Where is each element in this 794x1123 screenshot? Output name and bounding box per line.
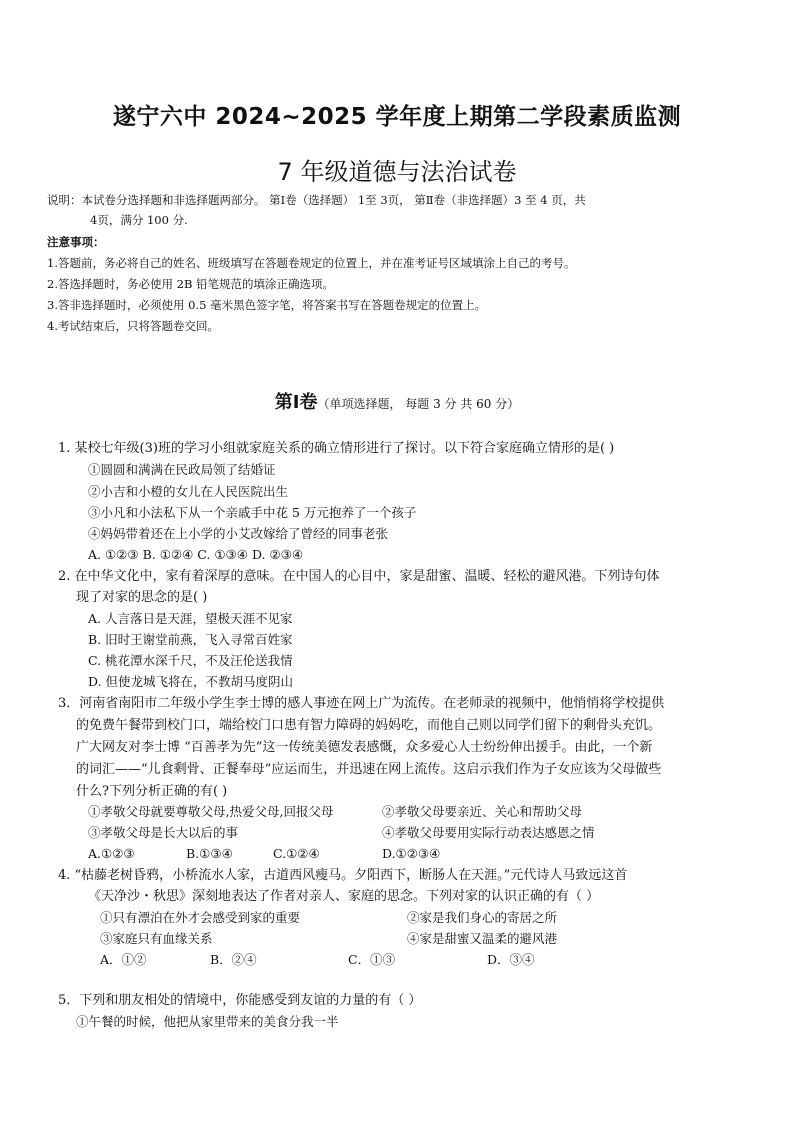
- q3-stem-line-3: 广大网友对李士博 “百善孝为先”这一传统美德发表感慨，众多爱心人士纷纷伸出援手。由此，一个新: [76, 740, 653, 755]
- q4-item-1: ①只有漂泊在外才会感受到家的重要: [100, 910, 301, 925]
- q4-option-c: C．①③: [348, 952, 396, 967]
- q3-item-1: ①孝敬父母就要尊敬父母,热爱父母,回报父母: [88, 804, 334, 819]
- q3-option-d: D.①②③④: [382, 846, 441, 861]
- q1-item-3: ③小凡和小法私下从一个亲戚手中花 5 万元抱养了一个孩子: [88, 505, 417, 520]
- exam-subtitle: 7 年级道德与法治试卷: [277, 158, 517, 186]
- q4-item-3: ③家庭只有血缘关系: [100, 931, 213, 946]
- q1-stem: 1. 某校七年级(3)班的学习小组就家庭关系的确立情形进行了探讨。以下符合家庭确立情形的是( ): [58, 441, 615, 456]
- note-2: 2.答选择题时，务必使用 2B 铅笔规范的填涂正确选项。: [47, 277, 335, 291]
- q4-stem-line-1: 4. “枯藤老树昏鸦，小桥流水人家，古道西风瘦马。夕阳西下，断肠人在天涯。”元代诗人马致远这首: [58, 868, 628, 883]
- q5-stem: 5．下列和朋友相处的情境中，你能感受到友谊的力量的有（ ）: [58, 993, 422, 1008]
- note-1: 1.答题前，务必将自己的姓名、班级填写在答题卷规定的位置上，并在准考证号区域填涂上自己的考号。: [47, 256, 576, 270]
- q2-stem-line-1: 2. 在中华文化中，家有着深厚的意味。在中国人的心目中，家是甜蜜、温暖、轻松的避风港。下列诗句体: [58, 569, 660, 584]
- notes-heading: 注意事项：: [47, 235, 105, 249]
- section-title: 第Ⅰ卷: [274, 392, 318, 413]
- q2-option-b: B. 旧时王谢堂前燕，飞入寻常百姓家: [88, 632, 293, 647]
- exam-title: 遂宁六中 2024~2025 学年度上期第二学段素质监测: [112, 104, 682, 130]
- q3-option-b: B.①③④: [186, 846, 233, 861]
- q3-stem-line-2: 的免费午餐带到校门口，端给校门口患有智力障碍的妈妈吃，而他自己则以同学们留下的剩骨头充饥。: [76, 718, 662, 733]
- q2-stem-line-2: 现了对家的思念的是( ): [76, 590, 208, 605]
- q3-stem-line-1: 3．河南省南阳市二年级小学生李士博的感人事迹在网上广为流传。在老师录的视频中，他悄悄将学校提供: [58, 696, 665, 711]
- q3-item-3: ③孝敬父母是长大以后的事: [88, 825, 239, 840]
- instructions-line-1: 说明：本试卷分选择题和非选择题两部分。 第Ⅰ卷（选择题） 1至 3页， 第Ⅱ卷（非选择题）3 至 4 页，共: [47, 193, 586, 207]
- q4-option-b: B．②④: [210, 952, 257, 967]
- q3-item-2: ②孝敬父母要亲近、关心和帮助父母: [382, 804, 583, 819]
- q5-item-1: ①午餐的时候，他把从家里带来的美食分我一半: [76, 1014, 339, 1029]
- q1-item-2: ②小吉和小橙的女儿在人民医院出生: [88, 484, 289, 499]
- q3-stem-line-5: 什么?下列分析正确的有( ): [76, 784, 228, 799]
- q1-options: A. ①②③ B. ①②④ C. ①③④ D. ②③④: [88, 547, 304, 562]
- q3-stem-line-4: 的词汇——“儿食剩骨、正餐奉母”应运而生，并迅速在网上流传。这启示我们作为子女应该为父母做些: [76, 762, 662, 777]
- q3-item-4: ④孝敬父母要用实际行动表达感恩之情: [382, 825, 595, 840]
- instructions-line-2: 4页，满分 100 分.: [90, 213, 188, 227]
- section-header: [0, 388, 794, 414]
- q3-option-c: C.①②④: [273, 846, 320, 861]
- q4-option-a: A．①②: [100, 952, 147, 967]
- q4-item-2: ②家是我们身心的寄居之所: [407, 910, 558, 925]
- q2-option-a: A. 人言落日是天涯，望极天涯不见家: [88, 611, 293, 626]
- q4-item-4: ④家是甜蜜又温柔的避风港: [407, 931, 558, 946]
- q4-option-d: D．③④: [487, 952, 535, 967]
- q4-stem-line-2: 《天净沙・秋思》深刻地表达了作者对亲人、家庭的思念。下列对家的认识正确的有（ ）: [88, 889, 600, 904]
- note-4: 4.考试结束后，只将答题卷交回。: [47, 319, 219, 333]
- q1-item-1: ①圆圆和满满在民政局领了结婚证: [88, 462, 276, 477]
- section-description: （单项选择题， 每题 3 分 共 60 分）: [317, 397, 520, 411]
- q3-option-a: A.①②③: [88, 846, 135, 861]
- q2-option-c: C. 桃花潭水深千尺，不及汪伦送我情: [88, 653, 293, 668]
- q1-item-4: ④妈妈带着还在上小学的小艾改嫁给了曾经的同事老张: [88, 526, 389, 541]
- note-3: 3.答非选择题时，必须使用 0.5 毫米黑色签字笔，将答案书写在答题卷规定的位置上。: [47, 298, 487, 312]
- q2-option-d: D. 但使龙城飞将在，不教胡马度阴山: [88, 674, 294, 689]
